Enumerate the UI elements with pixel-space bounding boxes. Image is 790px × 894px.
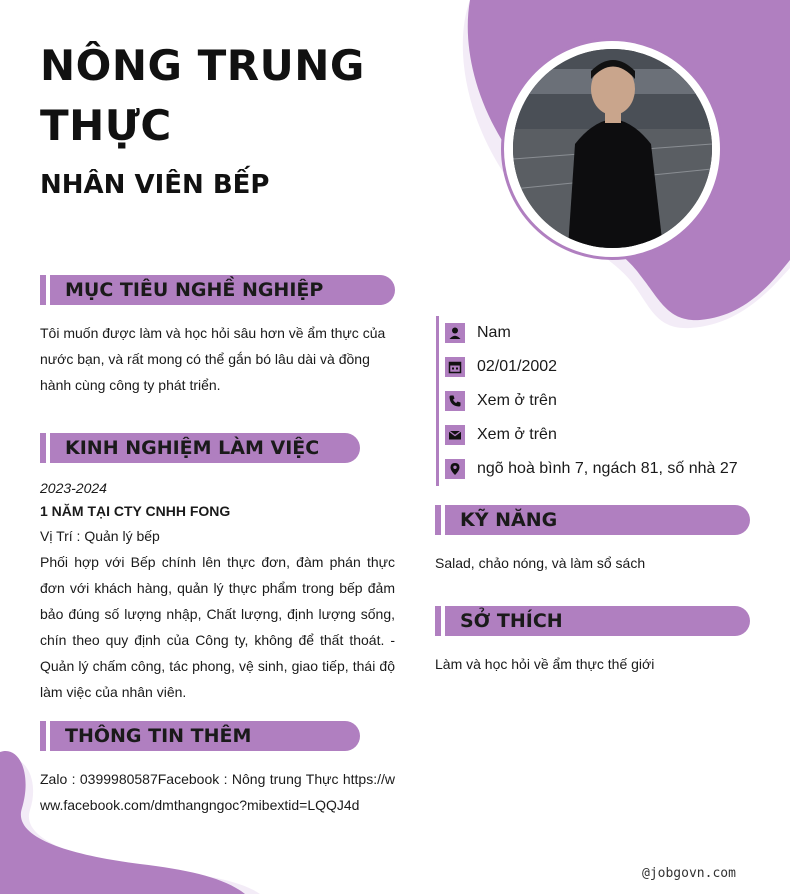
experience-role: Vị Trí : Quản lý bếp [40,528,160,544]
list-item [439,350,759,384]
section-skills [435,505,750,535]
list-item [439,384,759,418]
phone-icon [445,391,465,411]
person-icon [445,323,465,343]
objective-text: Tôi muốn được làm và học hỏi sâu hơn về ẩm thực của nước bạn, và rất mong có thể gắn bó lâu dài và đồng hành cùng công ty phát triển. [40,325,386,393]
section-title: SỞ THÍCH [460,610,563,632]
extra-info-text: Zalo : 0399980587Facebook : Nông trung Thực https://www.facebook.com/dmthangngoc?mibextid=LQQJ4d [40,771,395,813]
birthday-value: 02/01/2002 [477,358,558,375]
job-title: NHÂN VIÊN BẾP [40,170,270,200]
section-experience [40,433,360,463]
personal-info-list [436,316,759,486]
section-hobbies [435,606,750,636]
location-pin-icon [445,459,465,479]
watermark: @jobgovn.com [642,866,736,881]
phone-value: Xem ở trên [477,392,557,409]
candidate-name: NÔNG TRUNG THỰC [40,41,365,150]
hobbies-text: Làm và học hỏi về ẩm thực thế giới [435,656,655,672]
list-item [439,452,759,486]
mail-icon [445,425,465,445]
experience-company: 1 NĂM TẠI CTY CNHH FONG [40,503,231,519]
skills-text: Salad, chảo nóng, và làm sổ sách [435,555,646,571]
profile-photo [513,49,712,248]
list-item [439,418,759,452]
gender-value: Nam [477,324,511,341]
address-value: ngõ hoà bình 7, ngách 81, số nhà 27 [477,460,738,477]
experience-period: 2023-2024 [40,480,107,496]
list-item [439,316,759,350]
section-title: KINH NGHIỆM LÀM VIỆC [65,437,320,459]
section-title: THÔNG TIN THÊM [65,725,252,747]
experience-description: Phối hợp với Bếp chính lên thực đơn, đàm phán thực đơn với khách hàng, quản lý thực phẩm trong bếp đảm bảo đúng số lượng nhập, Chất lượng, định lượng sống, chín theo quy định của Công ty, không để thất thoát. - Quản lý chấm công, tác phong, vệ sinh, giao tiếp, thái độ làm việc của nhân viên. [40,554,395,700]
section-objective [40,275,395,305]
section-title: MỤC TIÊU NGHỀ NGHIỆP [65,279,324,301]
section-extra-info [40,721,360,751]
email-value: Xem ở trên [477,426,557,443]
section-title: KỸ NĂNG [460,509,558,531]
calendar-icon [445,357,465,377]
